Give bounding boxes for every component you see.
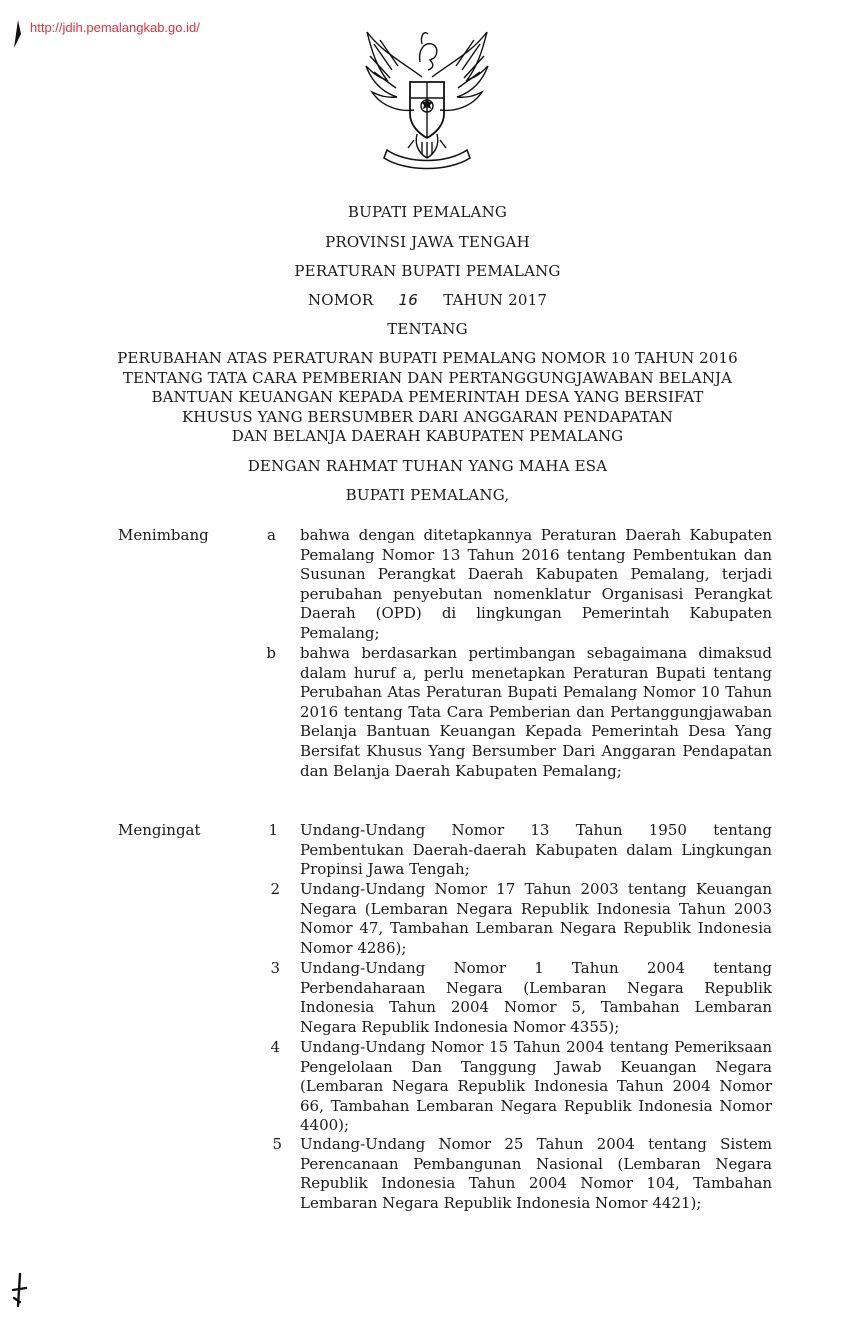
item-text: Undang-Undang Nomor 25 Tahun 2004 tentang Sistem Perencanaan Pembangunan Nasional (Lembaran Negara Republik Indonesia Tahun 2004 Nomor 104, Tambahan Lembaran Negara Republik Indonesia Nomor 4421); — [300, 1135, 772, 1212]
regulation-title — [100, 349, 755, 447]
heading-bupati: BUPATI PEMALANG — [347, 203, 508, 221]
item-text: Undang-Undang Nomor 1 Tahun 2004 tentang Perbendaharaan Negara (Lembaran Negara Republik Indonesia Tahun 2004 Nomor 5, Tambahan Lembaran Negara Republik Indonesia Nomor 4355); — [300, 959, 772, 1036]
paraf-mark-icon — [10, 1272, 30, 1308]
item-marker: 4 — [270, 1038, 280, 1056]
item-text: Undang-Undang Nomor 15 Tahun 2004 tentang Pemeriksaan Pengelolaan Dan Tanggung Jawab Keuangan Negara (Lembaran Negara Republik Indonesia Tahun 2004 Nomor 66, Tambahan Lembaran Negara Republik Indonesia Nomor 4400); — [300, 1038, 772, 1135]
heading-peraturan: PERATURAN BUPATI PEMALANG — [294, 262, 561, 280]
item-marker: b — [266, 644, 276, 662]
item-marker: 3 — [270, 959, 280, 977]
bupati-line: BUPATI PEMALANG, — [345, 486, 510, 504]
tahun-label: TAHUN 2017 — [443, 291, 548, 309]
item-text: Undang-Undang Nomor 13 Tahun 1950 tentang Pembentukan Daerah-daerah Kabupaten dalam Lingkungan Propinsi Jawa Tengah; — [300, 821, 772, 879]
heading-tentang: TENTANG — [387, 320, 468, 338]
page-flag-icon — [14, 20, 23, 48]
title-line: BANTUAN KEUANGAN KEPADA PEMERINTAH DESA YANG BERSIFAT — [151, 388, 704, 406]
nomor-value: 16 — [398, 291, 419, 309]
nomor-label: NOMOR — [307, 291, 374, 309]
title-line: PERUBAHAN ATAS PERATURAN BUPATI PEMALANG NOMOR 10 TAHUN 2016 — [117, 349, 738, 367]
item-text: Undang-Undang Nomor 17 Tahun 2003 tentang Keuangan Negara (Lembaran Negara Republik Indonesia Tahun 2003 Nomor 47, Tambahan Lembaran Negara Republik Indonesia Nomor 4286); — [300, 880, 772, 957]
item-text: bahwa berdasarkan pertimbangan sebagaimana dimaksud dalam huruf a, perlu menetapkan Peraturan Bupati tentang Perubahan Atas Peraturan Bupati Pemalang Nomor 10 Tahun 2016 tentang Tata Cara Pemberian dan Pertanggungjawaban Belanja Bantuan Keuangan Kepada Pemerintah Desa Yang Bersifat Khusus Yang Bersumber Dari Anggaran Pendapatan dan Belanja Daerah Kabupaten Pemalang; — [300, 644, 772, 780]
heading-provinsi: PROVINSI JAWA TENGAH — [325, 233, 530, 251]
title-line: KHUSUS YANG BERSUMBER DARI ANGGARAN PENDAPATAN — [181, 407, 674, 426]
heading-nomor — [0, 291, 855, 309]
item-marker: a — [267, 526, 276, 544]
source-url[interactable]: http://jdih.pemalangkab.go.id/ — [30, 20, 200, 35]
menimbang-label: Menimbang — [118, 526, 209, 544]
title-line: DAN BELANJA DAERAH KABUPATEN PEMALANG — [231, 427, 624, 445]
rahmat-line: DENGAN RAHMAT TUHAN YANG MAHA ESA — [247, 457, 608, 475]
item-text: bahwa dengan ditetapkannya Peraturan Daerah Kabupaten Pemalang Nomor 13 Tahun 2016 tentang Pembentukan dan Susunan Perangkat Daerah Kabupaten Pemalang, terjadi perubahan penyebutan nomenklatur Organisasi Perangkat Daerah (OPD) di lingkungan Pemerintah Kabupaten Pemalang; — [300, 526, 772, 642]
mengingat-label: Mengingat — [118, 821, 201, 839]
item-marker: 1 — [268, 821, 278, 839]
item-marker: 2 — [270, 880, 280, 898]
title-line: TENTANG TATA CARA PEMBERIAN DAN PERTANGGUNGJAWABAN BELANJA — [122, 368, 733, 387]
item-marker: 5 — [272, 1135, 282, 1153]
garuda-emblem-icon — [362, 22, 492, 172]
